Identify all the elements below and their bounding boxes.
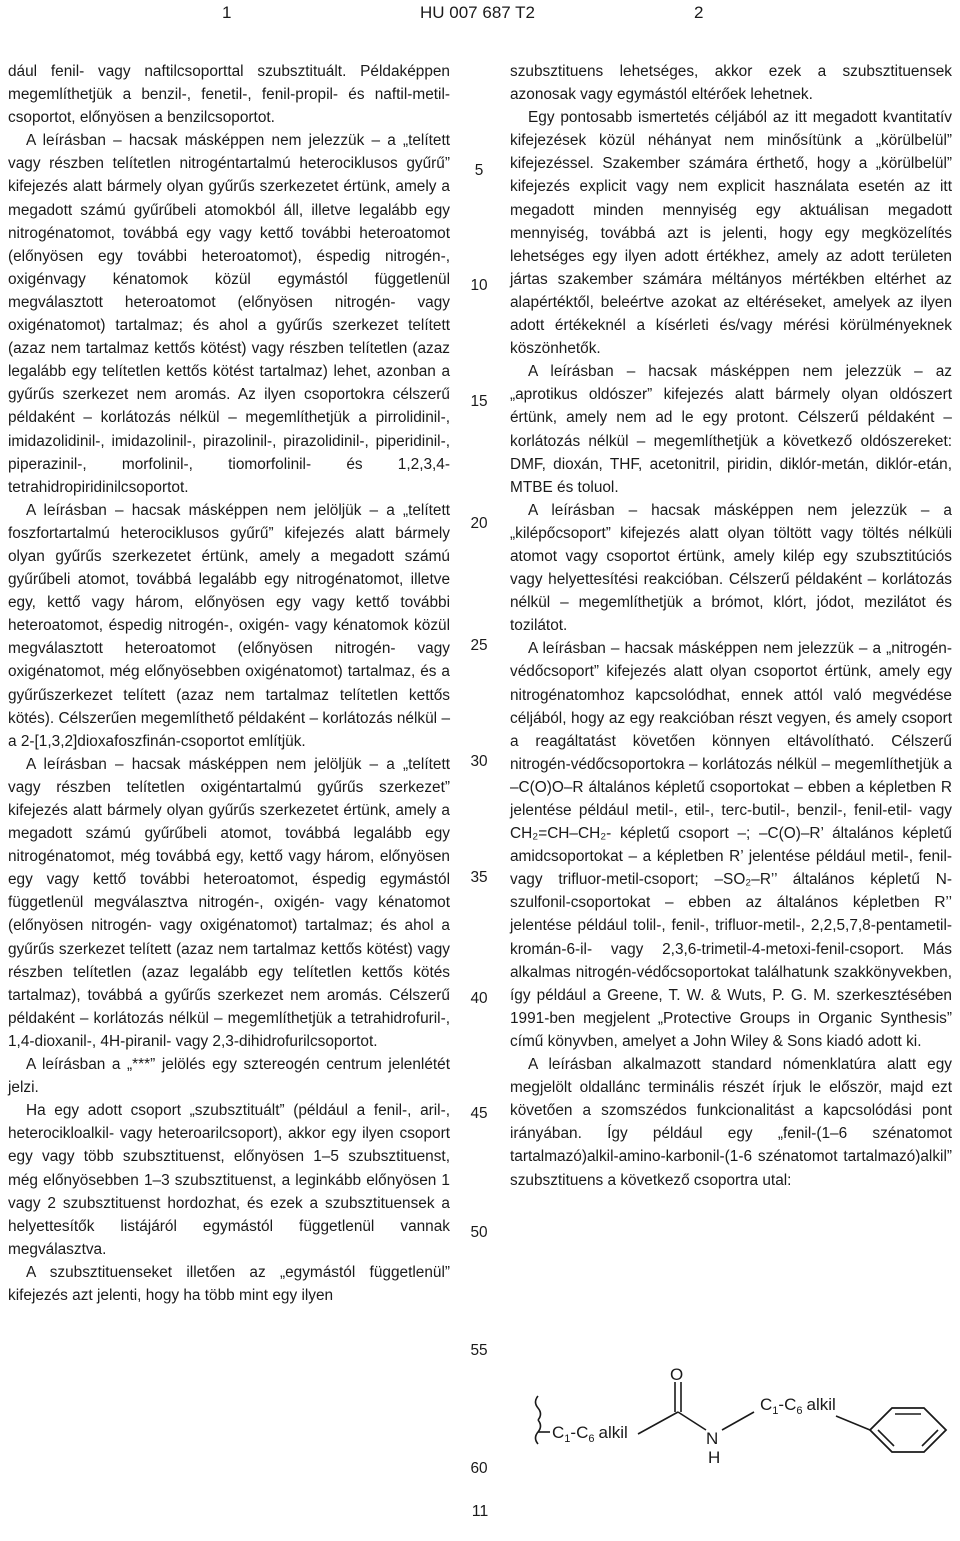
paragraph: szubsztituens lehetséges, akkor ezek a szubsztituensek azonosak vagy egymástól eltérőek lehetnek.	[510, 63, 952, 104]
bond	[638, 1412, 678, 1434]
paragraph: A leírásban – hacsak másképpen nem jelezzük – a „telített vagy részben telítetlen nitrogéntartalmú heterociklusos gyűrű” kifejezés alatt bármely olyan gyűrűs szerkezetet értünk, amely a megadott számú gyűrűbeli atomokból áll, illetve legalább egy nitrogénatomot, továbbá egy vagy kettő további heteroatomot (előnyösen egy további heteroatomot), éspedig nitrogén-, oxigénvagy kénatomok közül egymástól függetlenül megválasztott heteroatomot (előnyösen nitrogén- vagy oxigénatomot) tartalmaz; és ahol a gyűrűs szerkezet telített (azaz nem tartalmaz kettős kötést) vagy részben telítetlen (azaz legalább egy telítetlen kettős kötést tartalmaz) lehet, azonban a gyűrűs szerkezet nem aromás. Az ilyen csoportokra célszerű példaként – korlátozás nélkül – megemlíthetjük a pirrolidinil-, imidazolidinil-, imidazolinil-, pirazolinil-, pirazolidinil-, piperidinil-, piperazinil-, morfolinil-, tiomorfolinil- és 1,2,3,4-tetrahidropiridinilcsoportot.	[8, 132, 450, 496]
paragraph: A leírásban a „***” jelölés egy sztereogén centrum jelenlétét jelzi.	[8, 1056, 450, 1097]
paragraph: A leírásban – hacsak másképpen nem jelezzük – az „aprotikus oldószer” kifejezés alatt bármely olyan oldószert értünk, amely nem ad le egy protont. Célszerű példaként – korlátozás nélkül – megemlíthetjük a következő oldószereket: DMF, dioxán, THF, acetonitril, piridin, diklór-metán, diklór-etán, MTBE és toluol.	[510, 363, 952, 496]
patent-number: HU 007 687 T2	[420, 3, 535, 22]
line-number: 5	[474, 162, 484, 179]
bond	[678, 1412, 706, 1430]
left-alkyl-label: $C_1-C_6$ alkil	[552, 1423, 628, 1445]
wavy-bond	[536, 1396, 541, 1444]
paragraph: A leírásban – hacsak másképpen nem jelöljük – a „telített vagy részben telítetlen oxigéntartalmú gyűrűs szerkezet” kifejezés alatt bármely olyan gyűrűs szerkezetet értünk, amely a megadott számú gyűrűbeli atomot, továbbá legalább egy nitrogénatomot, még továbbá egy, kettő vagy három, előnyösen egy vagy kettő további heteroatomot, éspedig egymástól függetlenül megválasztva nitrogén-, oxigén- vagy kénatomot (előnyösen nitrogén- vagy oxigénatomot) tartalmaz; és ahol a gyűrűs szerkezet telített (azaz nem tartalmaz kettős kötést) vagy részben telítetlen (azaz legalább egy telítetlen kettős kötés tartalmaz), továbbá a gyűrűs szerkezet nem aromás. Célszerű példaként – korlátozás nélkül – megemlíthetjük a tetrahidrofuril-, 1,4-dioxanil-, 4H-piranil- vagy 2,3-dihidrofurilcsoportot.	[8, 755, 450, 1050]
line-number: 20	[470, 515, 488, 532]
paragraph: A leírásban – hacsak másképpen nem jelezzük – a „kilépőcsoport” kifejezés alatt olyan töltött vagy töltés nélküli atomot vagy csoportot értünk, amely kilép egy szubsztitúciós vagy helyettesítési reakcióban. Célszerű példaként – korlátozás nélkül – megemlíthetjük a brómot, klórt, jódot, mezilátot és tozilátot.	[510, 501, 952, 635]
paragraph: dául fenil- vagy naftilcsoporttal szubsztituált. Példaképpen megemlíthetjük a benzil-, fenetil-, fenil-propil- és naftil-metil-csoportot, előnyösen a benzilcsoportot.	[8, 63, 450, 127]
bond	[722, 1412, 754, 1430]
paragraph: Egy pontosabb ismertetés céljából az itt megadott kvantitatív kifejezések közül néhányat nem minősítünk a „körülbelül” kifejezéssel. Szakember számára érthető, hogy a „körülbelül” kifejezés explicit vagy nem explicit használata esetén az itt megadott minden mennyiség egy aktuálisan megadott mennyiség, továbbá azt is jelenti, hogy egy megközelítés lehetséges egy ilyen adott értékhez, amely az adott területen jártas szakember számára méltányos mértékben eltérhet az alapértéktől, beleértve azokat az eltéréseket, amelyek az ilyen adott értékeknél a kísérleti és/vagy mérési körülményeknek köszönhetők.	[510, 109, 952, 358]
page-footer-number: 11	[471, 1503, 489, 1520]
nitrogen-label: N	[706, 1429, 719, 1448]
line-number: 40	[470, 990, 488, 1007]
paragraph: Ha egy adott csoport „szubsztituált” (például a fenil-, aril-, heterocikloalkil- vagy heteroarilcsoport), akkor egy ilyen csoport egy vagy több szubsztituenst, előnyösen 1–5 szubsztituenst, még előnyösebben 1–3 szubsztituenst, a leginkább előnyösen 1 vagy 2 szubsztituenst hordozhat, és ezek a szubsztituensek a helyettesítők listájáról egymástól függetlenül vannak megválasztva.	[8, 1102, 450, 1258]
line-number: 50	[470, 1224, 488, 1241]
paragraph: A leírásban alkalmazott standard nómenklatúra alatt egy megjelölt oldallánc terminális részét írjuk le először, majd ezt követően a szomszédos funkcionalitást a kapcsolódási pont irányában. Így például egy „fenil-(1–6 szénatomot tartalmazó)alkil-amino-karbonil-(1-6 szénatomot tartalmazó)alkil” szubsztituens a következő csoportra utal:	[510, 1056, 952, 1189]
bond	[836, 1416, 870, 1430]
line-number: 30	[470, 753, 488, 770]
ring-double-bond	[922, 1430, 938, 1446]
right-alkyl-label: $C_1-C_6$ alkil	[760, 1395, 836, 1417]
line-number: 25	[470, 637, 488, 654]
oxygen-label: O	[670, 1368, 684, 1384]
paragraph: A leírásban – hacsak másképpen nem jelezzük – a „nitrogén-védőcsoport” kifejezés alatt olyan csoportot értünk, amely egy nitrogénatomhoz kapcsolódhat, ennek attól való megvédése céljából, hogy az egy reakcióban részt vegyen, és amely csoport a reagáltatást követően könnyen eltávolítható. Célszerű nitrogén-védőcsoportokra – korlátozás nélkül – megemlíthetjük a –C(O)O–R általános képletű csoportokat – ebben a képletben R jelentése például metil-, etil-, terc-butil-, benzil-, fenil-etil- vagy CH₂=CH–CH₂- képletű csoport –; –C(O)–R’ általános képletű amidcsoportokat – a képletben R’ jelentése például metil-, fenil- vagy trifluor-metil-csoport; –SO₂–R’’ általános képletű N-szulfonil-csoportokat – ebben az általános képletben R’’ jelentése például tolil-, fenil-, trifluor-metil-, 2,2,5,7,8-pentametil-kromán-6-il- vagy 2,3,6-trimetil-4-metoxi-fenil-csoport. Más alkalmas nitrogén-védőcsoportokat találhatunk szakkönyvekben, így például a Greene, T. W. & Wuts, P. G. M. szerkesztésében 1991-ben megjelent „Protective Groups in Organic Synthesis” című könyvben, amelyet a John Wiley & Sons kiadó adott ki.	[510, 640, 952, 1050]
left-column	[8, 60, 450, 1307]
paragraph: A szubsztituenseket illetően az „egymástól függetlenül” kifejezés azt jelenti, hogy ha több mint egy ilyen	[8, 1263, 450, 1304]
line-numbers	[455, 0, 503, 1541]
chemical-structure	[510, 1368, 955, 1478]
right-column	[510, 60, 952, 1192]
line-number: 45	[470, 1105, 488, 1122]
line-number: 60	[470, 1460, 488, 1477]
paragraph: A leírásban – hacsak másképpen nem jelöljük – a „telített foszfortartalmú heterociklusos gyűrű” kifejezés alatt bármely olyan gyűrűs szerkezetet értünk, amely a megadott számú gyűrűbeli atomot, továbbá legalább egy nitrogénatomot, illetve egy, kettő vagy három, előnyösen egy vagy kettő további heteroatomot, éspedig nitrogén-, oxigén- vagy kénatomok közül megválasztott heteroatomot (előnyösen nitrogén- vagy oxigénatomot, még előnyösebben oxigénatomot) tartalmaz, és a gyűrűszerkezet telített (azaz nem tartalmaz telítetlen kettős kötés). Célszerűen megemlíthető példaként – korlátozás nélkül – a 2-[1,3,2]dioxafoszfinán-csoportot említjük.	[8, 501, 450, 750]
line-number: 55	[470, 1342, 488, 1359]
line-number: 10	[470, 277, 488, 294]
ring-double-bond	[878, 1430, 894, 1446]
hydrogen-label: H	[708, 1448, 721, 1467]
structure-drawing	[510, 1368, 955, 1478]
page-number-left: 1	[222, 3, 232, 22]
page-number-right: 2	[694, 3, 704, 22]
line-number: 35	[470, 869, 488, 886]
line-number: 15	[470, 393, 488, 410]
